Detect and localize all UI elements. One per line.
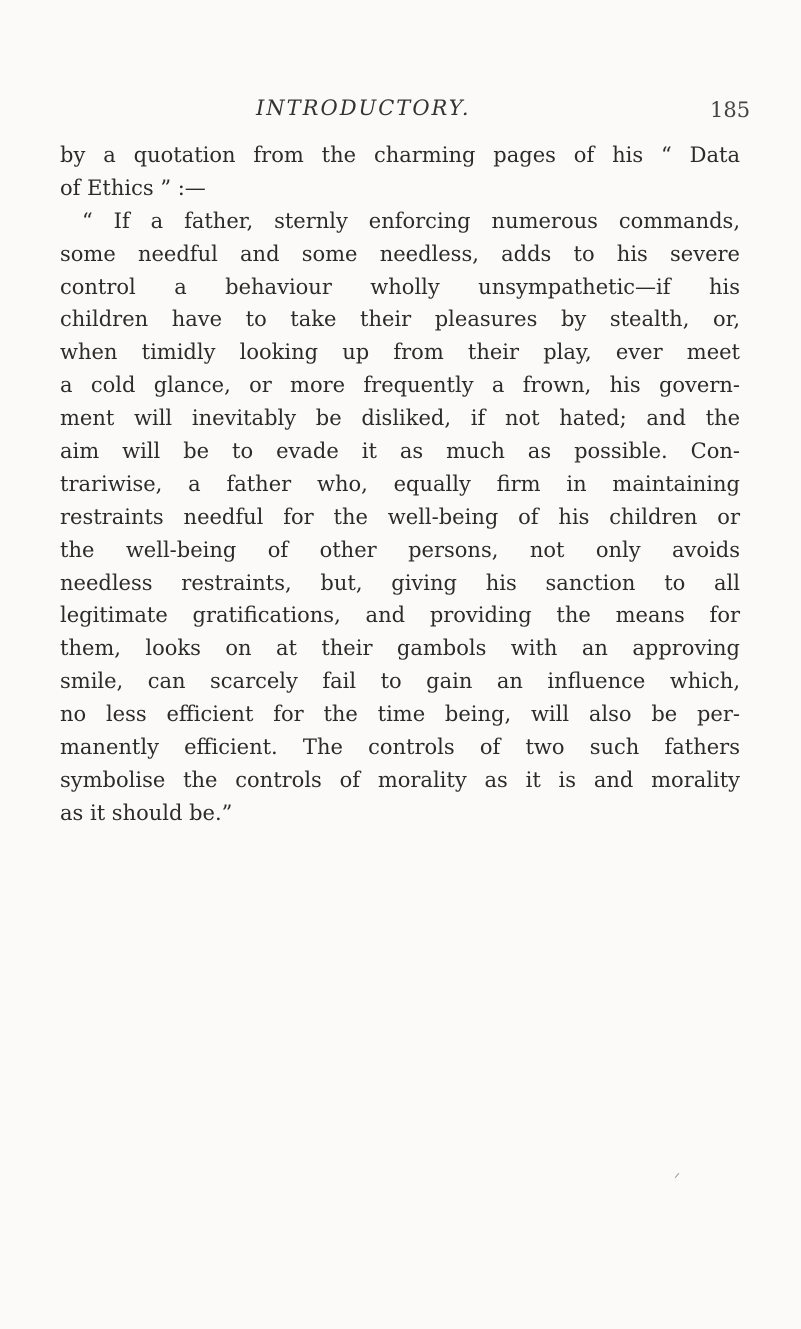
text-line: no less efficient for the time being, will also be per- [60, 702, 740, 727]
text-line: trariwise, a father who, equally firm in maintaining [60, 471, 740, 496]
body-text [60, 139, 740, 830]
text-line: children have to take their pleasures by stealth, or, [60, 307, 740, 332]
running-head-title: INTRODUCTORY. [256, 96, 471, 120]
paper-speck [675, 1173, 680, 1178]
text-line: the well-being of other persons, not only avoids [60, 537, 740, 562]
text-line: as it should be.” [60, 800, 233, 825]
text-line: smile, can scarcely fail to gain an influence which, [60, 669, 740, 694]
text-line: manently efficient. The controls of two such fathers [60, 735, 740, 760]
text-line: some needful and some needless, adds to his severe [60, 241, 740, 266]
text-line: when timidly looking up from their play, ever meet [60, 340, 740, 365]
text-line: them, looks on at their gambols with an approving [60, 636, 740, 661]
text-line: symbolise the controls of morality as it is and morality [60, 767, 740, 792]
text-line: needless restraints, but, giving his sanction to all [60, 570, 740, 595]
text-line: “ If a father, sternly enforcing numerous commands, [82, 208, 740, 233]
text-line: of Ethics ” :— [60, 175, 206, 200]
page-number: 185 [710, 98, 751, 122]
text-line: legitimate gratifications, and providing the means for [60, 603, 740, 628]
text-line: aim will be to evade it as much as possible. Con- [60, 439, 740, 464]
text-line: restraints needful for the well-being of his children or [60, 504, 740, 529]
text-line: ment will inevitably be disliked, if not hated; and the [60, 406, 740, 431]
text-line: by a quotation from the charming pages of his “ Data [60, 143, 740, 167]
text-line: control a behaviour wholly unsympathetic—if his [60, 274, 740, 299]
text-line: a cold glance, or more frequently a frown, his govern- [60, 373, 740, 398]
running-head [0, 96, 801, 136]
